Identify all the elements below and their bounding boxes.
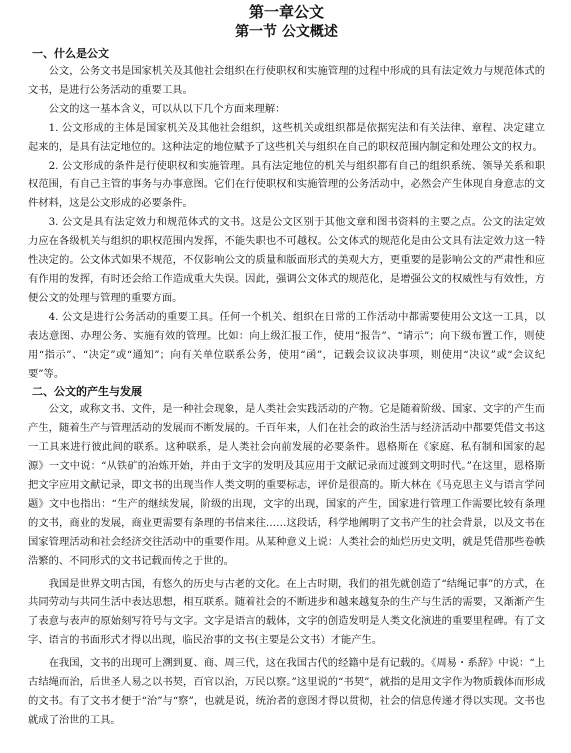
part-1-lead: 公文的这一基本含义，可以从以下几个方面来理解：	[48, 102, 286, 115]
part-1-intro: 公文，公务文书是国家机关及其他社会组织在行使职权和实施管理的过程中形成的具有法定效力与规范体式的文书，是进行公务活动的重要工具。	[28, 65, 545, 96]
part-1-point-2: 2. 公文形成的条件是行使职权和实施管理。具有法定地位的机关与组织都有自己的组织系统、领导关系和职权范围，有自己主管的事务与办事意图。它们在行使职权和实施管理的公务活动中，必然会产生体现自身意志的文件材料，这是公文形成的必要条件。	[28, 159, 545, 210]
part-1	[28, 45, 545, 383]
part-2	[28, 383, 545, 729]
part-1-point-4: 4. 公文是进行公务活动的重要工具。任何一个机关、组织在日常的工作活动中都需要使用公文这一工具，以表达意图、办理公务、实施有效的管理。比如：向上级汇报工作，使用“报告”、“请示”；向下级布置工作，则使用“指示”、“决定”或“通知”；向有关单位联系公务，使用“函”，记载会议议决事项，则使用“决议”或“会议纪要”等。	[28, 310, 545, 380]
part-1-point-1: 1. 公文形成的主体是国家机关及其他社会组织，这些机关或组织都是依据宪法和有关法律、章程、决定建立起来的，是具有法定地位的。这种法定的地位赋予了这些机关与组织在自己的职权范围内制定和处理公文的权力。	[28, 121, 545, 153]
part-2-paragraph-1: 公文，或称文书、文件，是一种社会现象，是人类社会实践活动的产物。它是随着阶级、国家、文字的产生而产生，随着生产与管理活动的发展而不断发展的。千百年来，人们在社会的政治生活与经济活动中都要凭借文书这一工具来进行彼此间的联系。这种联系，是人类社会向前发展的必要条件。恩格斯在《家庭、私有制和国家的起源》一文中说：“从铁矿的冶炼开始，并由于文字的发明及其应用于文献记录而过渡到文明时代。”在这里，恩格斯把文字应用文献记录，即文书的出现当作人类文明的重要标志，评价是很高的。斯大林在《马克思主义与语言学问题》文中也指出：“生产的继续发展，阶级的出现，文字的出现，国家的产生，国家进行管理工作需要比较有条理的文书，商业的发展，商业更需要有条理的书信来往……这段话，科学地阐明了文书产生的社会背景，以及文书在国家管理活动和社会经济交往活动中的重要作用。从某种意义上说：人类社会的灿烂历史文明，就是凭借那些卷帙浩繁的、不同形式的文书记载而传之于世的。	[28, 403, 545, 567]
part-2-paragraph-2: 我国是世界文明古国，有悠久的历史与古老的文化。在上古时期，我们的祖先就创造了“结绳记事”的方式，在共同劳动与共同生活中表达思想，相互联系。随着社会的不断进步和越来越复杂的生产与生活的需要，又渐渐产生了表意与表声的原始刻写符号与文字。文字是语言的载体，文字的创造发明是人类文化演进的重要里程碑。有了文字、语言的书面形式才得以出现，临民治事的文书(主要是公文书）才能产生。	[28, 577, 545, 647]
chapter-title: 第一章公文	[248, 3, 324, 21]
section-title: 第一节 公文概述	[235, 24, 338, 40]
part-2-paragraph-3: 在我国，文书的出现可上溯到夏、商、周三代，这在我国古代的经籍中是有记载的。《周易・系辞》中说：“上古结绳而治，后世圣人易之以书契，百官以治，万民以察。”这里说的“书契”，就指的是用文字作为物质载体而形成的文书。有了文书才便于“治”与“察”，也就是说，统治者的意图才得以贯彻，社会的信息传递才得以实现。文书也就成了治世的工具。	[28, 657, 545, 726]
part-1-point-3: 3. 公文是具有法定效力和规范体式的文书。这是公文区别于其他文章和图书资料的主要之点。公文的法定效力应在各级机关与组织的职权范围内发挥，不能失职也不可越权。公文体式的规范化是由公文具有法定效力这一特性决定的。公文体式如果不规范，不仅影响公文的质量和版面形式的美观大方，更重要的是影响公文的严肃性和应有作用的发挥，有时还会给工作造成重大失误。因此，强调公文体式的规范化，是增强公文的权威性与有效性，方便公文的处理与管理的重要方面。	[28, 216, 545, 304]
part-1-heading: 一、什么是公文	[32, 47, 109, 60]
part-2-heading: 二、公文的产生与发展	[32, 385, 142, 399]
